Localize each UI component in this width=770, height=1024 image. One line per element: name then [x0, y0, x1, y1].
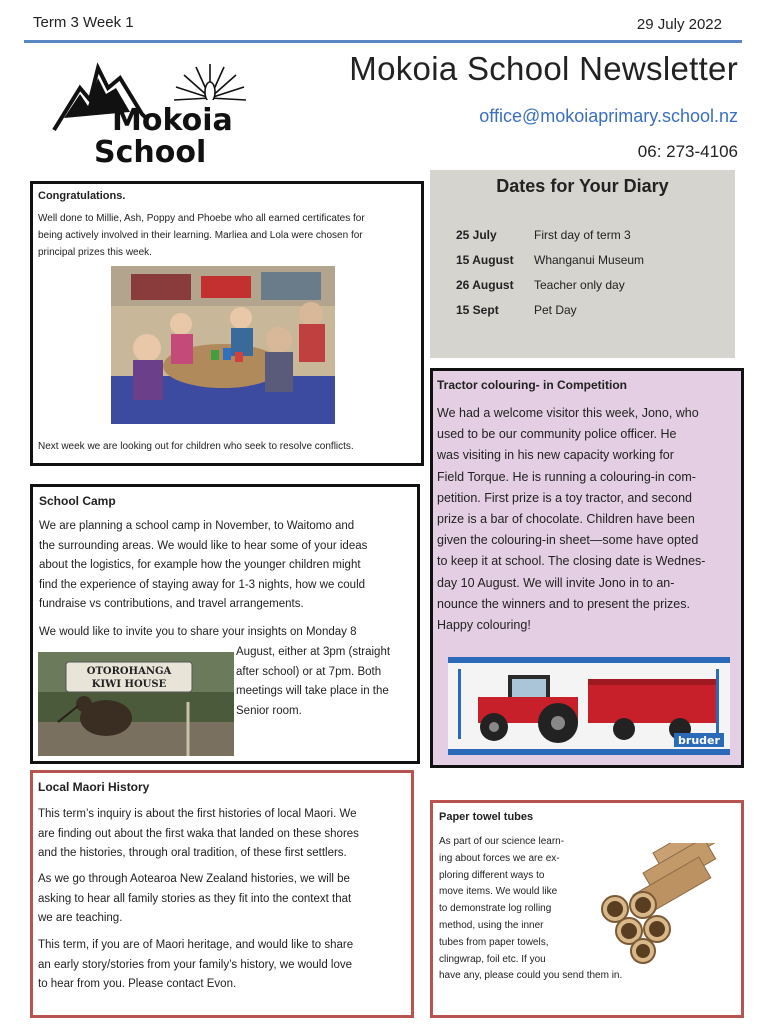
- text-line: fundraise vs contributions, and travel arrangements.: [39, 598, 304, 610]
- diary-date: 25 July: [456, 228, 497, 242]
- text-line: used to be our community police officer. He: [437, 427, 677, 442]
- phone-number: 06: 273-4106: [637, 142, 738, 161]
- text-line: Senior room.: [236, 704, 302, 717]
- maori-history-section: [30, 770, 414, 1018]
- paper-towel-section: [430, 800, 744, 1018]
- text-line: to demonstrate log rolling: [439, 903, 552, 915]
- text-line: asking to hear all family stories as they fit into the context that: [38, 892, 352, 905]
- text-line: move items. We would like: [439, 886, 558, 898]
- congratulations-text: [38, 210, 365, 261]
- text-line: principal prizes this week.: [38, 247, 152, 258]
- diary-date: 15 August: [456, 253, 514, 267]
- text-line: was visiting in his new capacity working for: [437, 448, 674, 463]
- congratulations-section: [30, 181, 424, 466]
- classroom-photo: [111, 266, 335, 424]
- text-line: This term’s inquiry is about the first histories of local Maori. We: [38, 808, 357, 820]
- bruder-logo-text: bruder: [678, 734, 720, 747]
- dates-diary-title: Dates for Your Diary: [496, 176, 669, 196]
- text-line: clingwrap, foil etc. If you: [439, 953, 546, 965]
- diary-date: 15 Sept: [456, 303, 499, 317]
- diary-row: [456, 303, 577, 317]
- newsletter-title: Mokoia School Newsletter: [349, 50, 738, 87]
- text-line: ploring different ways to: [439, 869, 545, 881]
- dates-diary-section: [430, 170, 735, 358]
- diary-event: First day of term 3: [534, 228, 631, 242]
- sign-text-kiwi-house: KIWI HOUSE: [91, 679, 167, 690]
- school-camp-para1: [39, 517, 367, 615]
- diary-event: Whanganui Museum: [534, 253, 645, 267]
- text-line: nounce the winners and to present the prizes.: [437, 596, 690, 611]
- diary-row: [456, 278, 625, 292]
- school-camp-side-text: [236, 643, 390, 721]
- tractor-competition-heading: Tractor colouring- in Competition: [437, 378, 627, 392]
- tractor-competition-text: [437, 403, 705, 636]
- school-camp-heading: School Camp: [39, 494, 116, 508]
- text-line: about the logistics, for example how the younger children might: [39, 559, 361, 571]
- text-line: find the experience of staying away for 1-3 nights, how we could: [39, 578, 366, 591]
- issue-date: 29 July 2022: [636, 16, 722, 33]
- text-line: Well done to Millie, Ash, Poppy and Phoebe who all earned certificates for: [38, 213, 365, 224]
- text-line: we are teaching.: [38, 912, 123, 924]
- logo-text-school: School: [94, 135, 207, 166]
- congratulations-footer: Next week we are looking out for children who seek to resolve conflicts.: [38, 441, 354, 452]
- text-line: to keep it at school. The closing date is Wednes-: [437, 554, 706, 569]
- diary-row: [456, 253, 644, 267]
- maori-history-para3: [38, 936, 353, 995]
- maori-history-para1: [38, 805, 359, 864]
- diary-date: 26 August: [456, 278, 514, 292]
- logo-text-mokoia: Mokoia: [112, 103, 233, 138]
- text-line: We are planning a school camp in November, to Waitomo and: [39, 520, 355, 532]
- term-week: Term 3 Week 1: [33, 14, 134, 31]
- tractor-competition-section: [430, 368, 744, 768]
- text-line: day 10 August. We will invite Jono in to an-: [437, 575, 675, 590]
- text-line: have any, please could you send them in.: [439, 970, 623, 982]
- text-line: We had a welcome visitor this week, Jono, who: [437, 406, 699, 420]
- maori-history-para2: [38, 870, 351, 929]
- text-line: given the colouring-in sheet—some have opted: [437, 533, 699, 548]
- sign-text-otorohanga: OTOROHANGA: [86, 666, 172, 677]
- text-line: to hear from you. Please contact Evon.: [38, 978, 237, 990]
- email-link[interactable]: office@mokoiaprimary.school.nz: [479, 106, 738, 126]
- text-line: ing about forces we are ex-: [439, 852, 560, 864]
- diary-event: Pet Day: [534, 303, 577, 317]
- text-line: petition. First prize is a toy tractor, and second: [437, 490, 692, 505]
- text-line: prize is a bar of chocolate. Children have been: [437, 512, 695, 527]
- school-logo: [50, 58, 250, 166]
- logo-graphic: [50, 58, 250, 166]
- text-line: and the histories, through oral tradition, of these first settlers.: [38, 847, 347, 859]
- text-line: are finding out about the first waka that landed on these shores: [38, 827, 359, 840]
- text-line: meetings will take place in the: [236, 685, 389, 697]
- text-line: after school) or at 7pm. Both: [236, 665, 382, 678]
- text-line: an early story/stories from your family’s history, we would love: [38, 958, 353, 971]
- school-camp-para2: We would like to invite you to share your insights on Monday 8: [39, 626, 357, 638]
- maori-history-heading: Local Maori History: [38, 780, 150, 794]
- diary-event: Teacher only day: [534, 278, 625, 292]
- diary-row: [456, 228, 631, 242]
- text-line: As we go through Aotearoa New Zealand histories, we will be: [38, 873, 350, 885]
- text-line: the surrounding areas. We would like to hear some of your ideas: [39, 539, 368, 552]
- text-line: Field Torque. He is running a colouring-in com-: [437, 469, 696, 484]
- toy-tractor-photo: [448, 657, 730, 755]
- text-line: Happy colouring!: [437, 618, 531, 633]
- text-line: This term, if you are of Maori heritage, and would like to share: [38, 939, 354, 951]
- text-line: being actively involved in their learning. Marliea and Lola were chosen for: [38, 230, 363, 241]
- text-line: tubes from paper towels,: [439, 936, 549, 948]
- paper-towel-heading: Paper towel tubes: [439, 811, 534, 823]
- school-camp-section: [30, 484, 420, 764]
- paper-tubes-photo: [593, 843, 725, 967]
- kiwi-house-photo: [38, 652, 234, 756]
- text-line: method, using the inner: [439, 919, 544, 931]
- text-line: As part of our science learn-: [439, 836, 565, 847]
- header-rule: [24, 40, 742, 43]
- text-line: August, either at 3pm (straight: [236, 646, 391, 658]
- congratulations-heading: Congratulations.: [38, 190, 126, 202]
